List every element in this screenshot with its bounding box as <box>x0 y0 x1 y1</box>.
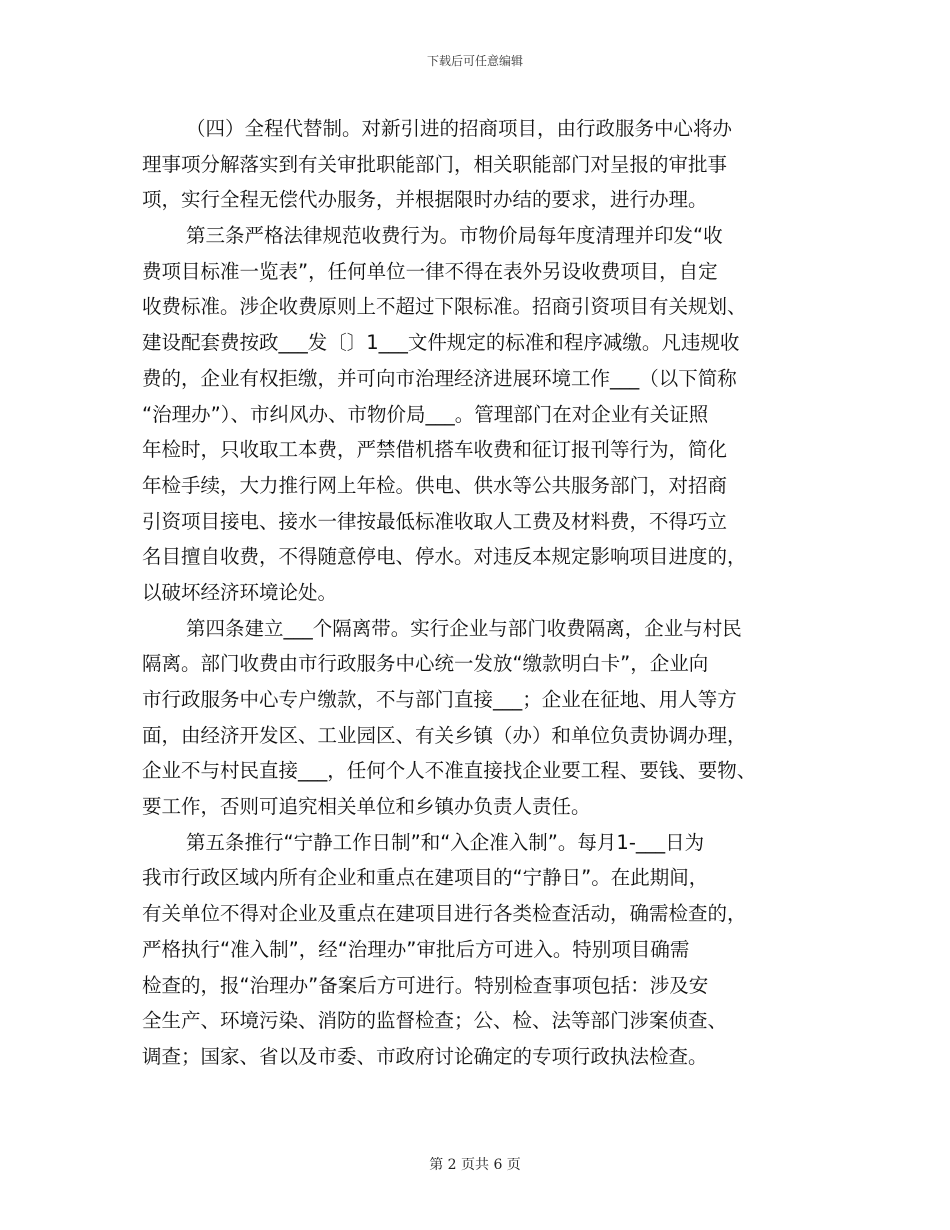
text-line: 项，实行全程无偿代办服务，并根据限时办结的要求，进行办理。 <box>142 188 708 212</box>
text-line: 面，由经济开发区、工业园区、有关乡镇（办）和单位负责协调办理， <box>142 723 747 747</box>
text-line: 引资项目接电、接水一律按最低标准收取人工费及材料费，不得巧立 <box>142 509 728 533</box>
text-line: 费的，企业有权拒缴，并可向市治理经济进展环境工作___（以下简称 <box>142 366 737 390</box>
text-line: 检查的，报“治理办”备案后方可进行。特别检查事项包括：涉及安 <box>142 973 709 997</box>
text-line: “治理办”）、市纠风办、市物价局___。管理部门在对企业有关证照 <box>142 402 709 426</box>
text-line: 隔离。部门收费由市行政服务中心统一发放“缴款明白卡”，企业向 <box>142 652 709 676</box>
text-line: 市行政服务中心专户缴款，不与部门直接___；企业在征地、用人等方 <box>142 688 737 711</box>
text-line: 理事项分解落实到有关审批职能部门，相关职能部门对呈报的审批事 <box>142 152 728 176</box>
page-header: 下载后可任意编辑 <box>426 54 523 68</box>
text-line: 有关单位不得对企业及重点在建项目进行各类检查活动，确需检查的， <box>142 902 747 926</box>
page-footer: 第 2 页共 6 页 <box>429 1157 521 1173</box>
text-line: 企业不与村民直接___，任何个人不准直接找企业要工程、要钱、要物、 <box>142 759 757 783</box>
text-line: 年检手续，大力推行网上年检。供电、供水等公共服务部门，对招商 <box>142 473 728 497</box>
text-line: 全生产、环境污染、消防的监督检查；公、检、法等部门涉案侦查、 <box>142 1009 728 1033</box>
text-line: 第三条严格法律规范收费行为。市物价局每年度清理并印发“收 <box>186 224 723 248</box>
text-line: 严格执行“准入制”，经“治理办”审批后方可进入。特别项目确需 <box>142 937 690 961</box>
text-line: 调查；国家、省以及市委、市政府讨论确定的专项行政执法检查。 <box>142 1044 708 1068</box>
text-line: 第四条建立___个隔离带。实行企业与部门收费隔离，企业与村民 <box>186 616 742 640</box>
text-line: 第五条推行“宁静工作日制”和“入企准入制”。每月1-___日为 <box>186 830 705 854</box>
text-line: 名目擅自收费，不得随意停电、停水。对违反本规定影响项目进度的， <box>142 545 747 569</box>
text-line: 以破坏经济环境论处。 <box>142 580 338 604</box>
text-line: 费项目标准一览表”，任何单位一律不得在表外另设收费项目，自定 <box>142 259 718 283</box>
text-line: 我市行政区域内所有企业和重点在建项目的“宁静日”。在此期间， <box>142 866 709 890</box>
text-line: 年检时，只收取工本费，严禁借机搭车收费和征订报刊等行为，简化 <box>142 438 728 462</box>
document-body <box>142 111 818 1075</box>
text-line: 收费标准。涉企收费原则上不超过下限标准。招商引资项目有关规划、 <box>142 295 747 319</box>
text-line: 要工作，否则可追究相关单位和乡镇办负责人责任。 <box>142 795 591 819</box>
text-line: 建设配套费按政___发〔〕1___文件规定的标准和程序减缴。凡违规收 <box>142 331 740 355</box>
text-line: （四）全程代替制。对新引进的招商项目，由行政服务中心将办 <box>186 117 733 140</box>
